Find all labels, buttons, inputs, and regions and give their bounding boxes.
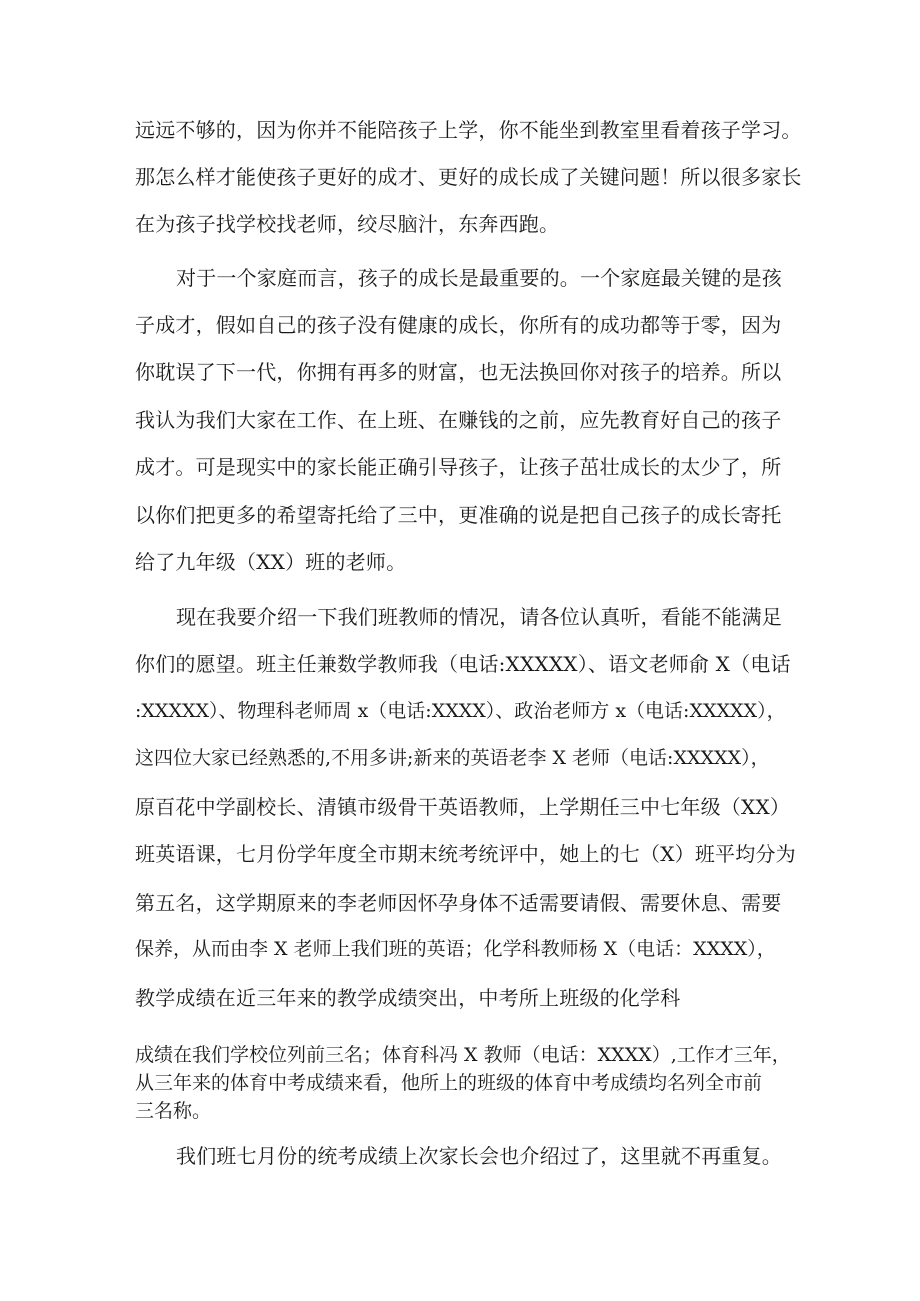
text-line: 子成才，假如自己的孩子没有健康的成长，你所有的成功都等于零，因为 [135, 313, 782, 337]
text-line: 原百花中学副校长、清镇市级骨干英语教师，上学期任三中七年级（XX） [135, 795, 791, 819]
text-line: 远远不够的，因为你并不能陪孩子上学，你不能坐到教室里看着孩子学习。 [135, 118, 802, 142]
text-line: :XXXXX）、物理科老师周 x（电话:XXXX）、政治老师方 x（电话:XXXXX）， [135, 700, 786, 722]
text-line: 你耽误了下一代，你拥有再多的财富，也无法换回你对孩子的培养。所以 [135, 360, 782, 384]
text-line: 给了九年级（XX）班的老师。 [135, 550, 407, 574]
text-line: 第五名，这学期原来的李老师因怀孕身体不适需要请假、需要休息、需要 [135, 891, 782, 915]
text-line: 我们班七月份的统考成绩上次家长会也介绍过了，这里就不再重复。 [176, 1144, 782, 1168]
text-line: 你们的愿望。班主任兼数学教师我（电话:XXXXX）、语文老师俞 X（电话 [135, 652, 791, 676]
text-line: 成绩在我们学校位列前三名；体育科冯 X 教师（电话：XXXX）,工作才三年， [135, 1044, 791, 1066]
text-line: 我认为我们大家在工作、在上班、在赚钱的之前，应先教育好自己的孩子 [135, 408, 782, 432]
text-line: 成才。可是现实中的家长能正确引导孩子，让孩子茁壮成长的太少了，所 [135, 455, 782, 479]
text-line: 这四位大家已经熟悉的,不用多讲;新来的英语老李 X 老师（电话:XXXXX）， [135, 747, 770, 769]
text-line: 班英语课，七月份学年度全市期末统考统评中，她上的七（X）班平均分为 [135, 842, 796, 866]
text-line: 从三年来的体育中考成绩来看，他所上的班级的体育中考成绩均名列全市前 [135, 1072, 763, 1094]
text-line: 以你们把更多的希望寄托给了三中，更准确的说是把自己孩子的成长寄托 [135, 503, 782, 527]
text-line: 保养，从而由李 X 老师上我们班的英语；化学科教师杨 X（电话：XXXX）， [135, 938, 776, 960]
text-line: 三名称。 [135, 1100, 212, 1122]
text-line: 现在我要介绍一下我们班教师的情况，请各位认真听，看能不能满足 [176, 605, 782, 629]
text-line: 那怎么样才能使孩子更好的成才、更好的成长成了关键问题！所以很多家长 [135, 165, 802, 189]
text-line: 在为孩子找学校找老师，绞尽脑汁，东奔西跑。 [135, 212, 560, 236]
text-line: 对于一个家庭而言，孩子的成长是最重要的。一个家庭最关键的是孩 [176, 266, 782, 290]
text-line: 教学成绩在近三年来的教学成绩突出，中考所上班级的化学科 [135, 986, 681, 1010]
